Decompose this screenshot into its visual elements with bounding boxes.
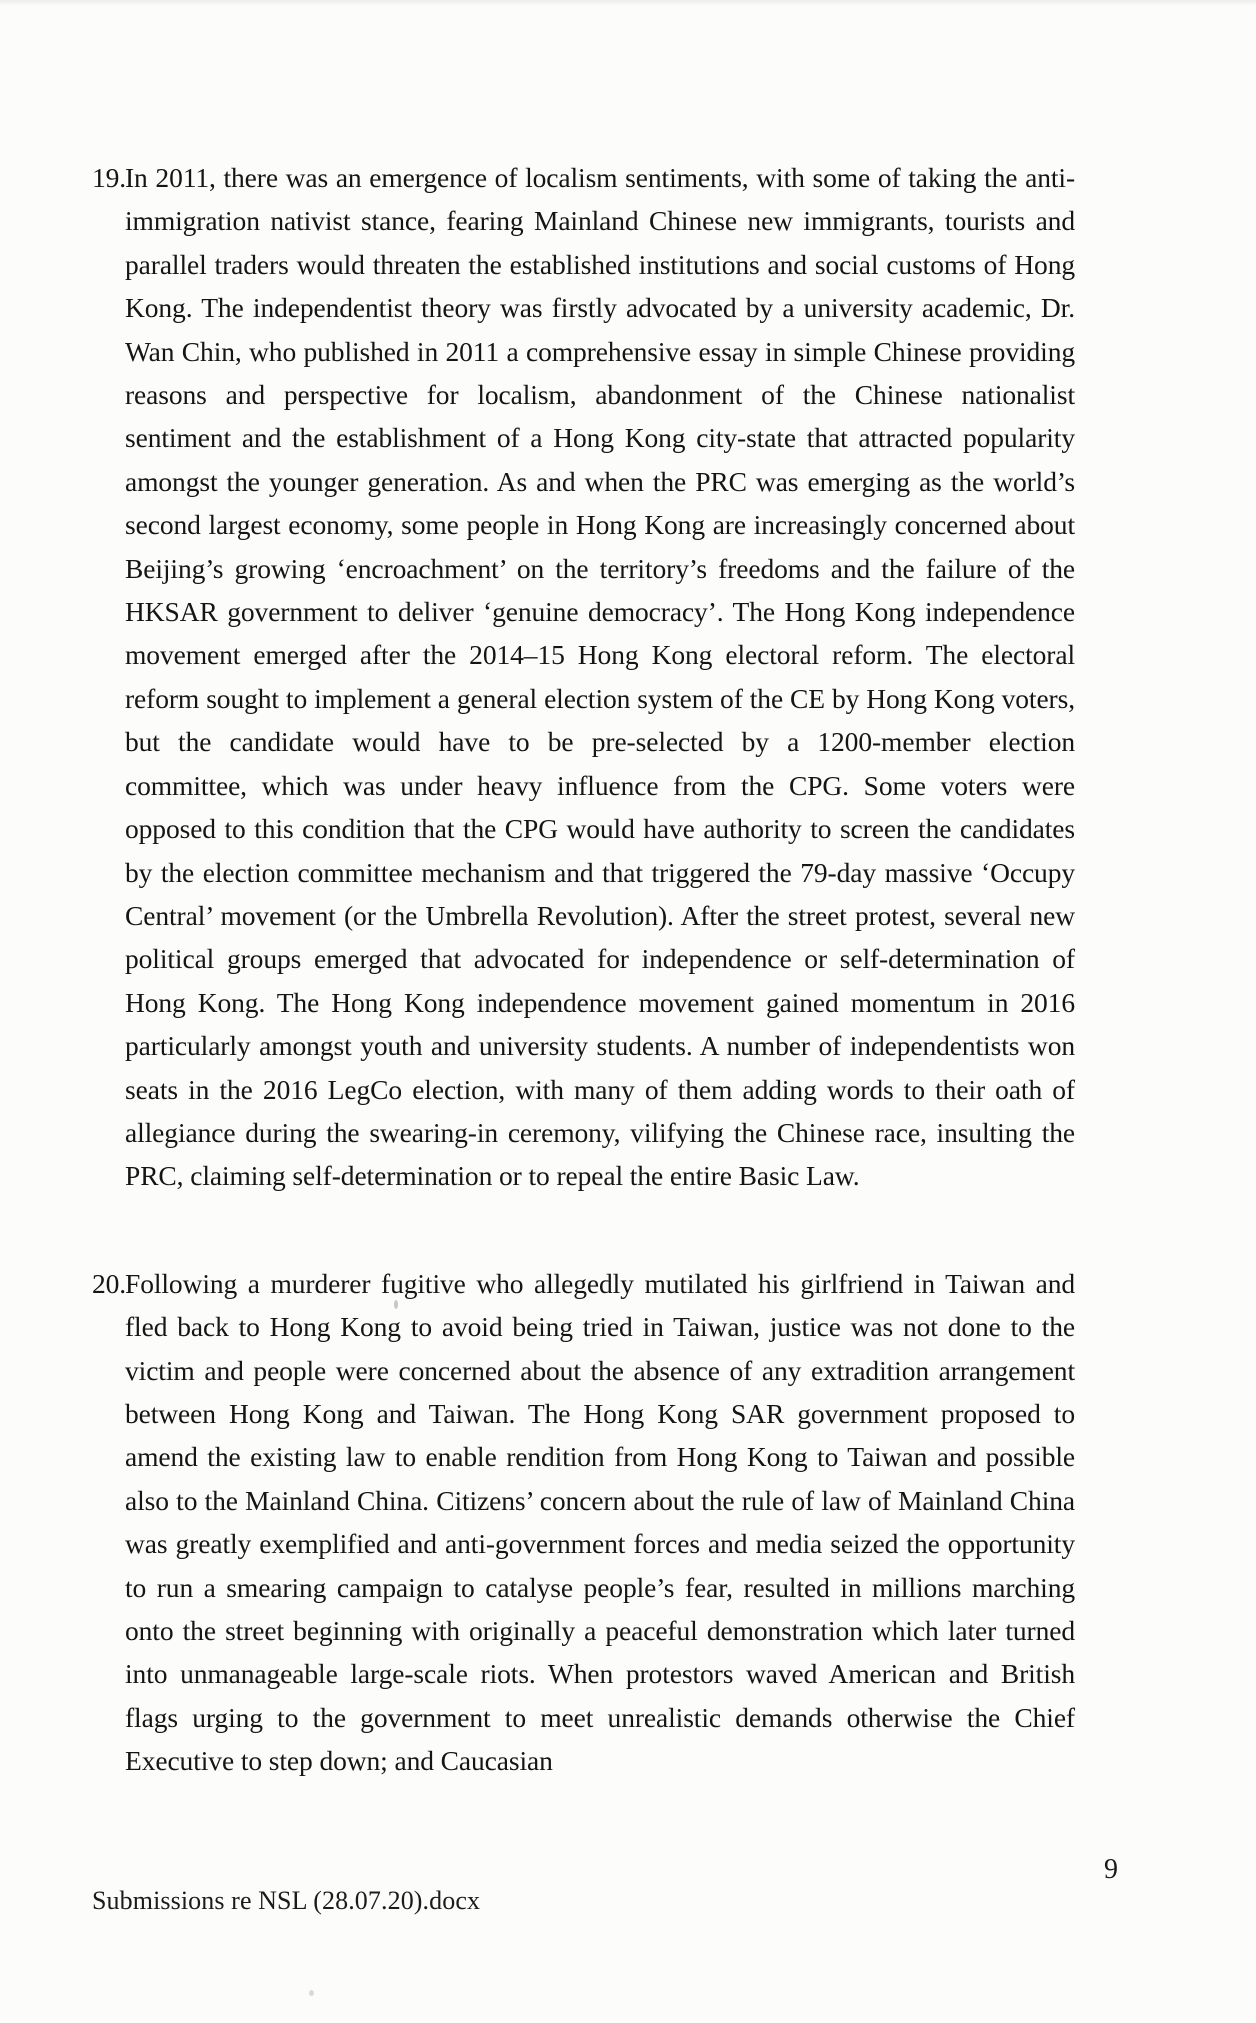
document-body bbox=[92, 156, 1075, 1783]
footer-filename: Submissions re NSL (28.07.20).docx bbox=[92, 1886, 481, 1915]
paragraph-20 bbox=[92, 1262, 1075, 1783]
page-number: 9 bbox=[1104, 1854, 1118, 1885]
scan-speck bbox=[394, 1300, 398, 1309]
paragraph-19 bbox=[92, 156, 1075, 1198]
paragraph-20-number: 20. bbox=[92, 1267, 127, 1299]
paragraph-20-text: Following a murderer fugitive who allegedly mutilated his girlfriend in Taiwan and fled back to Hong Kong to avoid being tried in Taiwan, justice was not done to the victim and people were concerned about the absence of any extradition arrangement between Hong Kong and Taiwan. The Hong Kong SAR government proposed to amend the existing law to enable rendition from Hong Kong to Taiwan and possible also to the Mainland China. Citizens’ concern about the rule of law of Mainland China was greatly exemplified and anti-government forces and media seized the opportunity to run a smearing campaign to catalyse people’s fear, resulted in millions marching onto the street beginning with originally a peaceful demonstration which later turned into unmanageable large-scale riots. When protestors waved American and British flags urging to the government to meet unrealistic demands otherwise the Chief Executive to step down; and Caucasian bbox=[125, 1267, 1075, 1777]
paragraph-19-number: 19. bbox=[92, 162, 127, 193]
scan-speck bbox=[309, 1990, 314, 1996]
paragraph-19-text: In 2011, there was an emergence of localism sentiments, with some of taking the anti-immigration nativist stance, fearing Mainland Chinese new immigrants, tourists and parallel traders would threaten the established institutions and social customs of Hong Kong. The independentist theory was firstly advocated by a university academic, Dr. Wan Chin, who published in 2011 a comprehensive essay in simple Chinese providing reasons and perspective for localism, abandonment of the Chinese nationalist sentiment and the establishment of a Hong Kong city-state that attracted popularity amongst the younger generation. As and when the PRC was emerging as the world’s second largest economy, some people in Hong Kong are increasingly concerned about Beijing’s growing ‘encroachment’ on the territory’s freedoms and the failure of the HKSAR government to deliver ‘genuine democracy’. The Hong Kong independence movement emerged after the 2014–15 Hong Kong electoral reform. The electoral reform sought to implement a general election system of the CE by Hong Kong voters, but the candidate would have to be pre-selected by a 1200-member election committee, which was under heavy influence from the CPG. Some voters were opposed to this condition that the CPG would have authority to screen the candidates by the election committee mechanism and that triggered the 79-day massive ‘Occupy Central’ movement (or the Umbrella Revolution). After the street protest, several new political groups emerged that advocated for independence or self-determination of Hong Kong. The Hong Kong independence movement gained momentum in 2016 particularly amongst youth and university students. A number of independentists won seats in the 2016 LegCo election, with many of them adding words to their oath of allegiance during the swearing-in ceremony, vilifying the Chinese race, insulting the PRC, claiming self-determination or to repeal the entire Basic Law. bbox=[125, 162, 1075, 1192]
